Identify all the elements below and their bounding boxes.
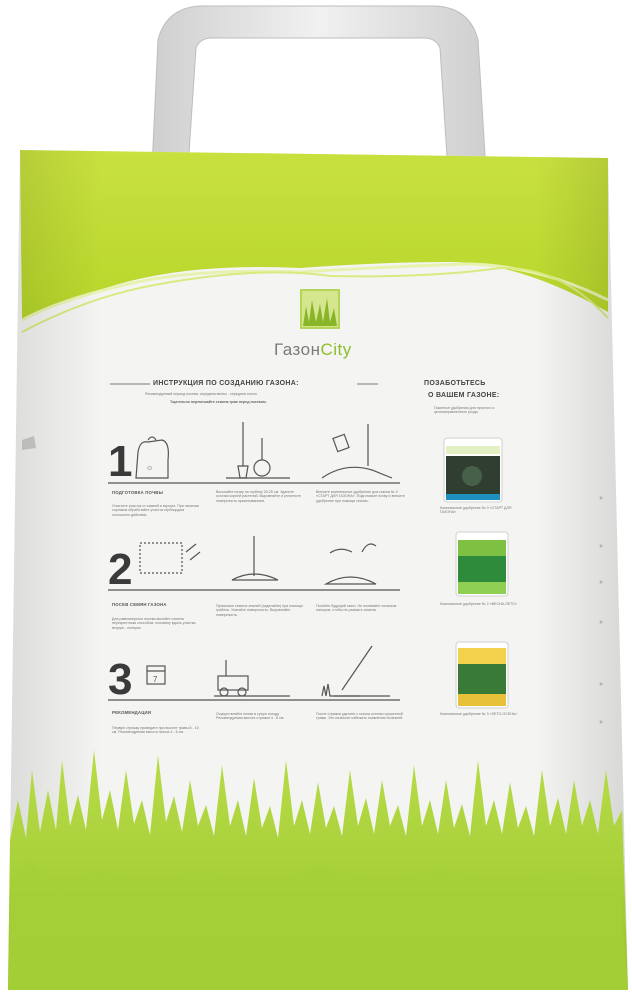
product-caption-3: Комплексное удобрение № 3 «ЛЕТО-ОСЕНЬ» <box>440 712 518 716</box>
product-pack-3 <box>456 642 508 708</box>
brand-name-part2: City <box>320 340 352 359</box>
step3-text-1: Первую стрижку проведите при высоте травы 8 - 10 см. Рекомендуемая высота газона 4 - 6 см. <box>112 726 199 735</box>
product-pack-1 <box>444 438 502 502</box>
care-subtitle: Газонные удобрения для простого и целенаправленного ухода <box>434 406 495 415</box>
brand-name <box>274 340 352 360</box>
step1-text-1: Очистите участок от камней и мусора. При наличии сорняков обработайте участок гербицидом сплошного действия. <box>112 504 199 517</box>
step2-text-2: Присыпьте семена землей (заделайте) при помощи грабель. Укатайте поверхность. Выровняйте поверхность. <box>216 604 303 617</box>
step2-text-1: Для равномерного посева высейте семена перекрестным способом: половину вдоль участка, вторую - поперек. <box>112 617 197 630</box>
product-pack-2 <box>456 532 508 596</box>
step2-number: 2 <box>108 545 133 594</box>
step2-text-3: Полейте будущий газон. Не поливайте сильным напором, чтобы не размыть семена. <box>316 604 397 613</box>
step2-label: ПОСЕВ СЕМЯН ГАЗОНА <box>112 602 167 607</box>
care-title-line2: О ВАШЕМ ГАЗОНЕ: <box>428 392 500 399</box>
step3-label: РЕКОМЕНДАЦИИ <box>112 710 152 715</box>
step1-text-2: Вскопайте почву на глубину 20-25 см. Удалите остатки корней растений. Выровняйте и уплотните поверхность прикатыванием. <box>216 490 302 503</box>
svg-text:☺: ☺ <box>146 465 154 472</box>
brand-name-part1: Газон <box>274 340 321 359</box>
instructions-title: ИНСТРУКЦИЯ ПО СОЗДАНИЮ ГАЗОНА: <box>153 380 299 387</box>
step1-number: 1 <box>108 437 133 486</box>
brand-logo-icon <box>301 290 339 328</box>
bag-handle <box>152 6 486 172</box>
step1-label: ПОДГОТОВКА ПОЧВЫ <box>112 490 163 495</box>
step3-text-3: После стрижки удалите с газона остатки скошенной травы. Это позволит избежать появления болезней. <box>316 712 404 721</box>
care-title-line1: ПОЗАБОТЬТЕСЬ <box>424 380 486 387</box>
step1-text-3: Внесите комплексное удобрение для газона № 0 «СТАРТ ДЛЯ ГАЗОНА». Подготовьте почву и внесите удобрение при помощи сеялки. <box>316 490 405 503</box>
product-caption-2: Комплексное удобрение № 2 «ВЕСНА-ЛЕТО» <box>440 602 517 606</box>
instructions-subtitle: Рекомендуемый период посева: середина весны - середина осени. <box>145 392 258 396</box>
step3-number: 3 <box>108 655 133 704</box>
step3-text-2: Осуществляйте полив в сухую погоду. Рекомендуемая высота стрижки 4 - 6 см. <box>216 712 285 721</box>
instructions-note: Тщательно перемешайте семена трав перед посевом. <box>170 400 267 404</box>
product-caption-1: Комплексное удобрение № 0 «СТАРТ ДЛЯ ГАЗОНА» <box>440 506 512 515</box>
svg-text:7: 7 <box>153 675 158 684</box>
